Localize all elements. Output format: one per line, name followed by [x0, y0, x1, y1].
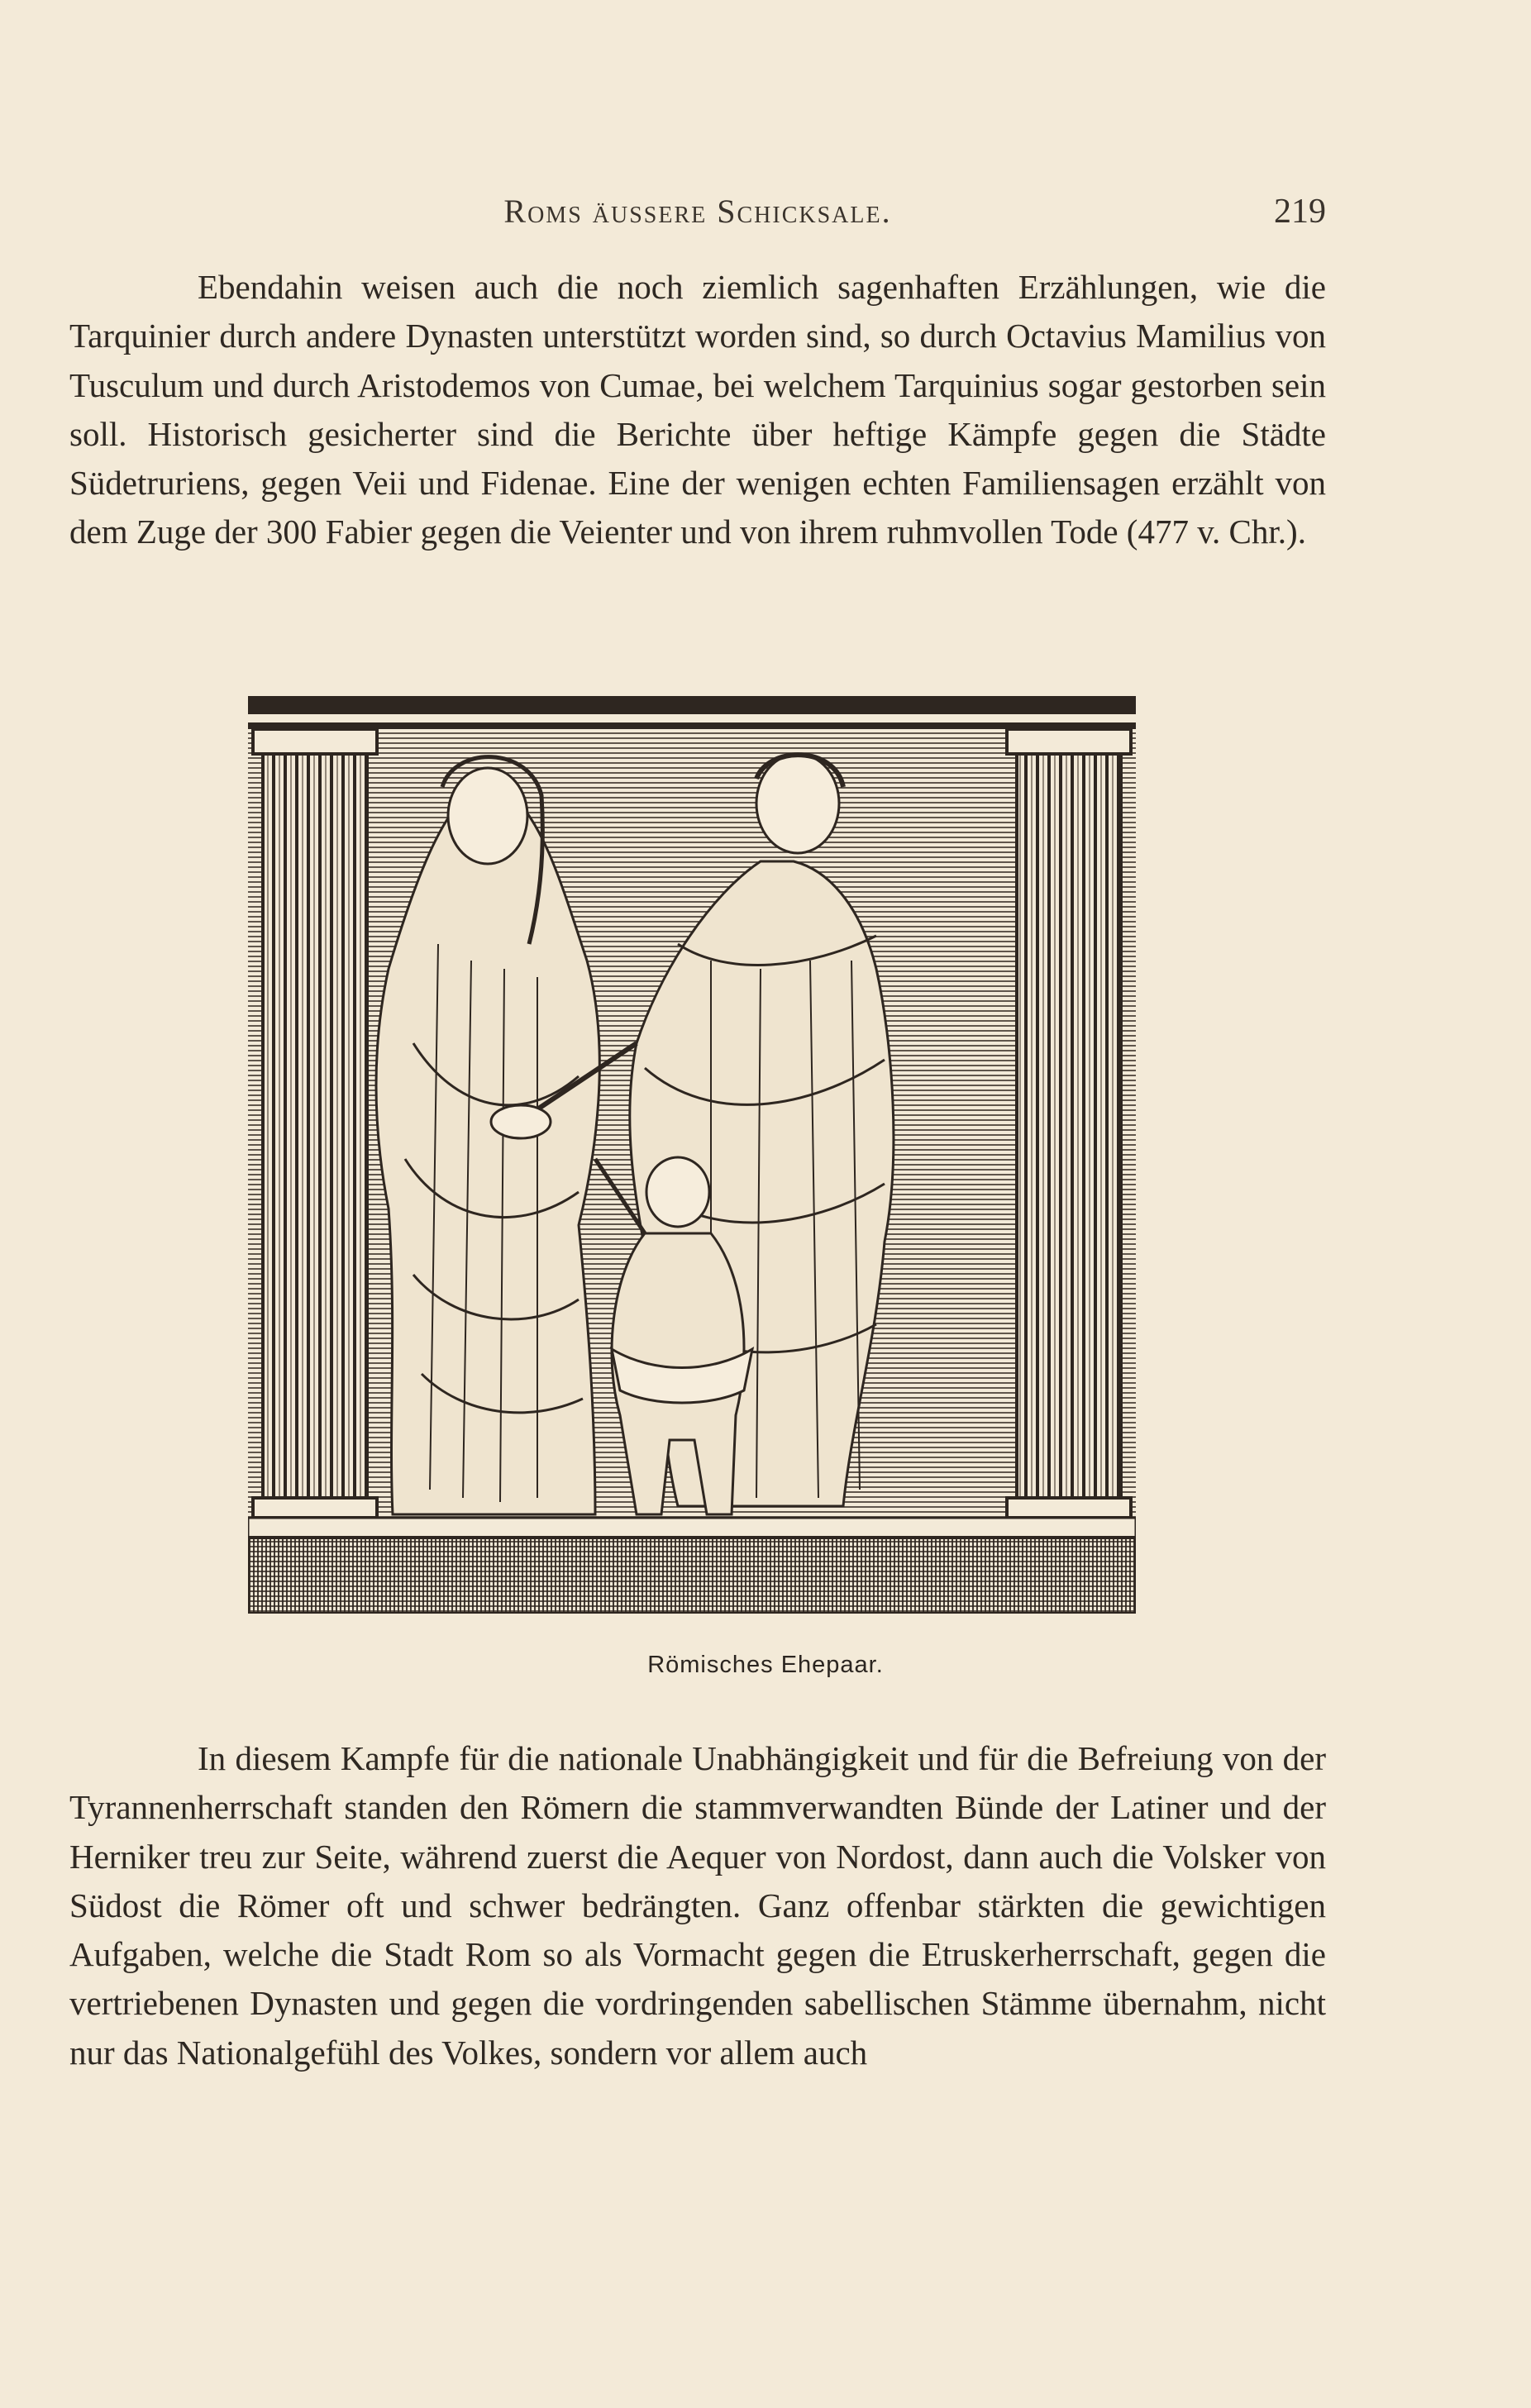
paragraph-2-text: In diesem Kampfe für die nationale Unabhängigkeit und für die Befreiung von der Tyrannenherrschaft standen den Römern die stammverwandten Bünde der Latiner und der Herniker treu zur Seite, während zuerst die Aequer von Nordost, dann auch die Volsker von Südost die Römer oft und schwer bedrängten. Ganz offenbar stärkten die gewichtigen Aufgaben, welche die Stadt Rom so als Vormacht gegen die Etruskerherrschaft, gegen die vertriebenen Dynasten und gegen die vordringenden sabellischen Stämme übernahm, nicht nur das Nationalgefühl des Volkes, sondern vor allem auch [69, 1739, 1326, 2072]
figure-caption: Römisches Ehepaar. [647, 1652, 884, 1678]
paragraph-2 [69, 1734, 1326, 2077]
relief-illustration [248, 696, 1136, 1614]
running-head: Roms äussere Schicksale. [503, 193, 892, 230]
roman-couple-engraving [248, 696, 1136, 1614]
paragraph-1 [69, 263, 1326, 557]
clasped-hands [491, 1105, 551, 1138]
plinth-base [248, 1538, 1136, 1614]
left-pilaster [253, 729, 377, 1518]
page-header [69, 192, 1326, 241]
paragraph-1-text: Ebendahin weisen auch die noch ziemlich sagenhaften Erzählungen, wie die Tarquinier durch andere Dynasten unterstützt worden sind, so durch Octavius Mamilius von Tusculum und durch Aristodemos von Cumae, bei welchem Tarquinius sogar gestorben sein soll. Historisch gesicherter sind die Berichte über heftige Kämpfe gegen die Städte Südetruriens, gegen Veii und Fidenae. Eine der wenigen echten Familiensagen erzählt von dem Zuge der 300 Fabier gegen die Veienter und von ihrem ruhmvollen Tode (477 v. Chr.). [69, 268, 1326, 551]
page-number: 219 [1274, 193, 1326, 231]
right-pilaster [1007, 729, 1131, 1518]
